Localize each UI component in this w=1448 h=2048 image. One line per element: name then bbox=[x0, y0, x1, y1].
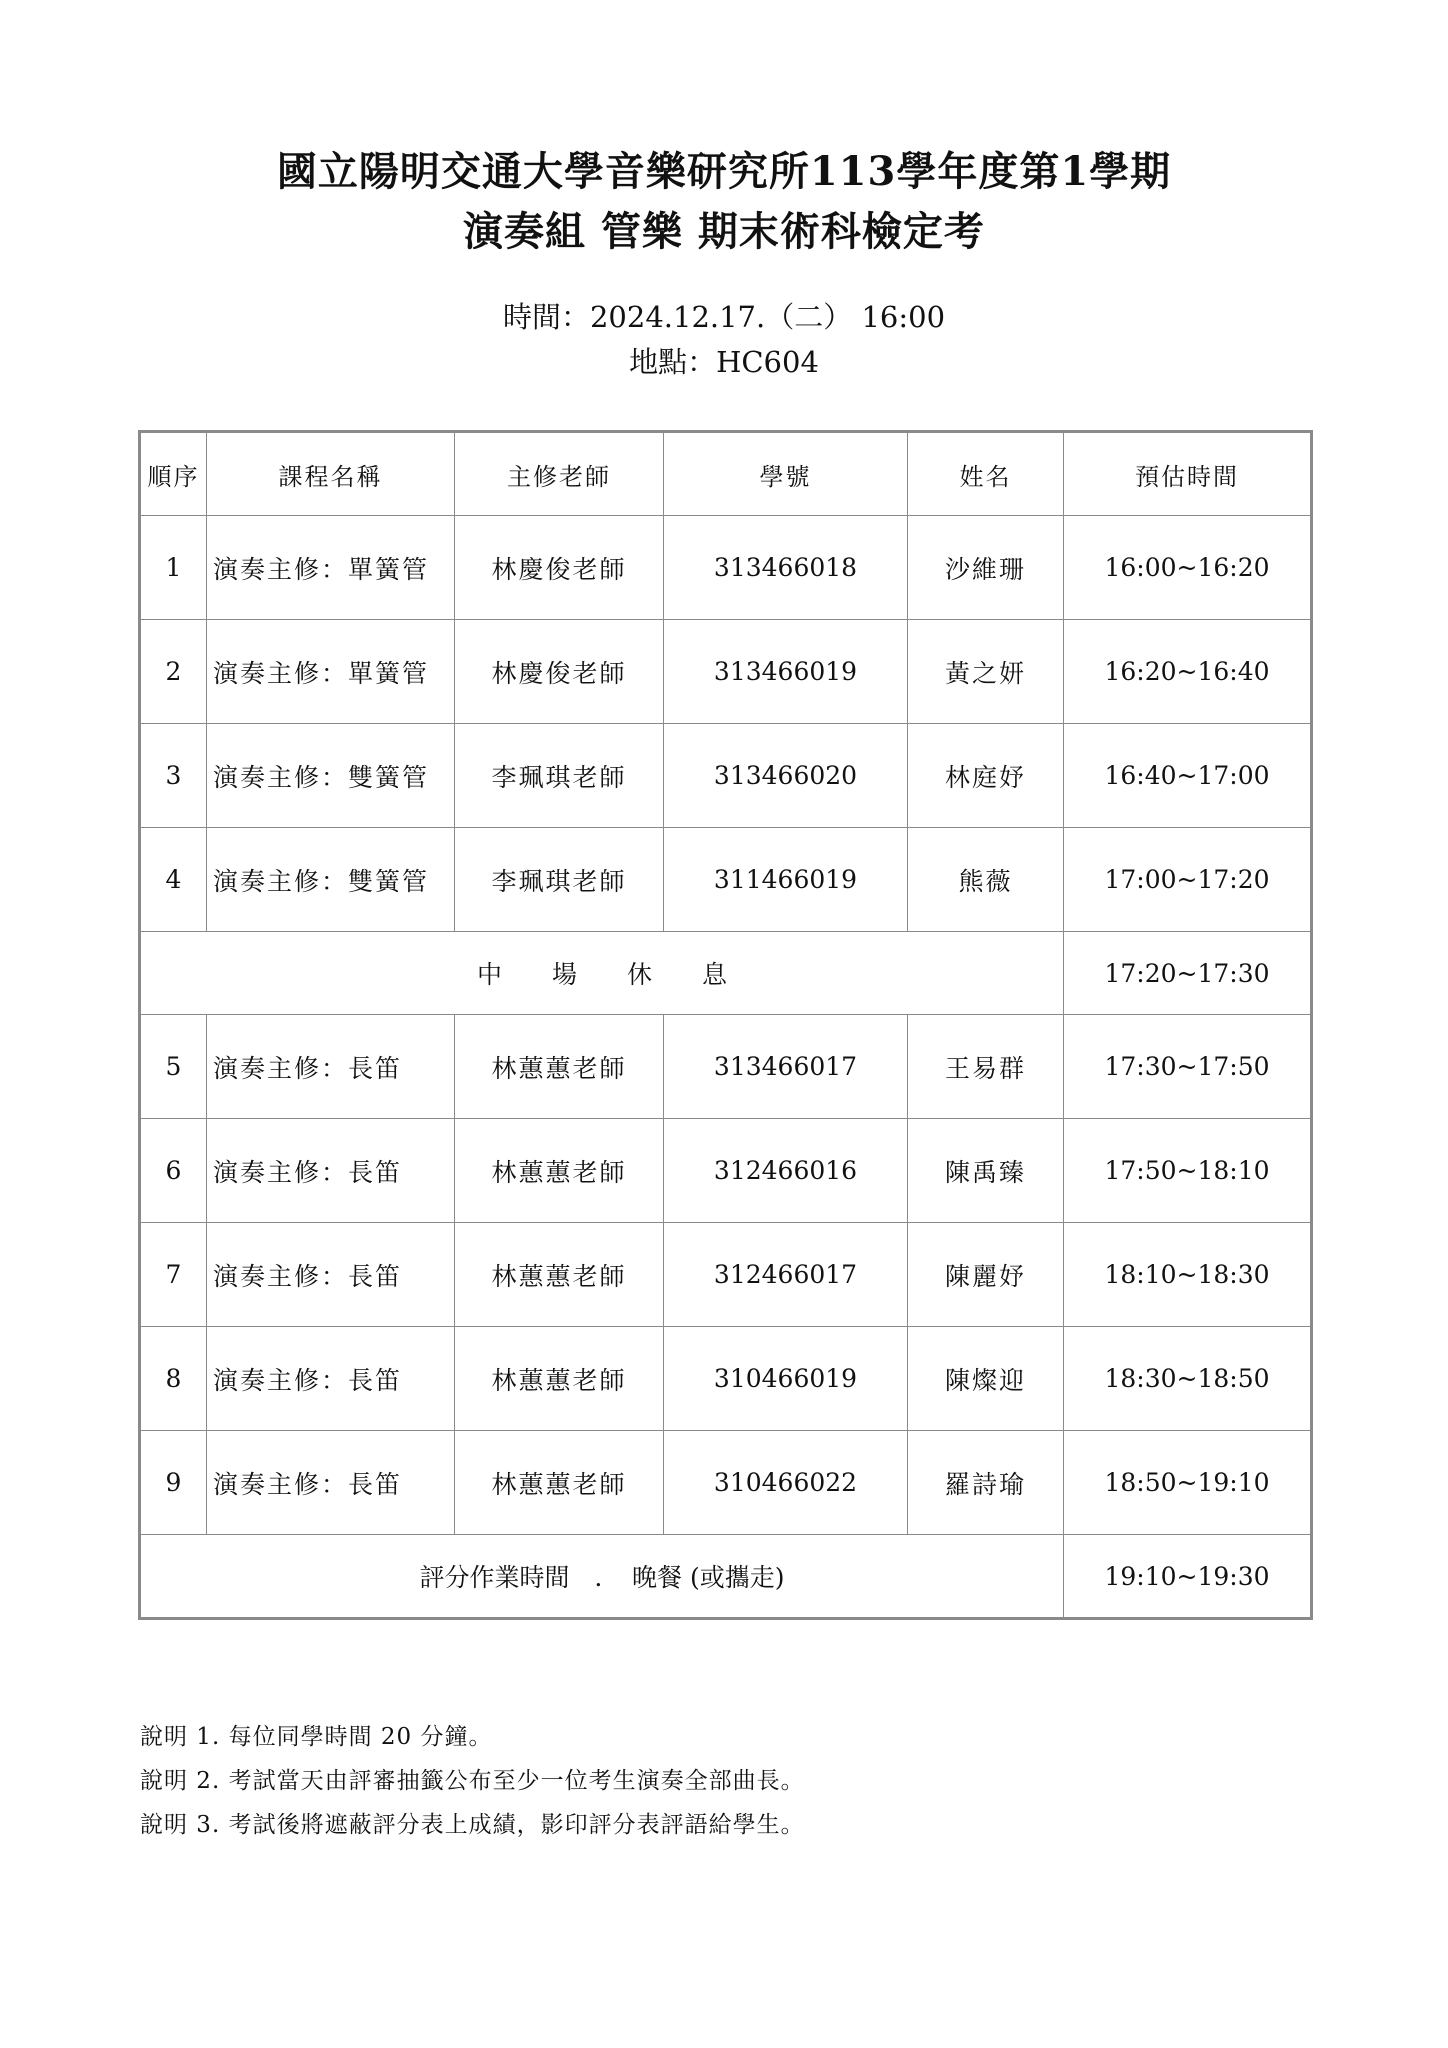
header-student-id: 學號 bbox=[664, 432, 908, 516]
page-subtitle: 演奏組 管樂 期末術科檢定考 bbox=[463, 208, 985, 255]
cell-time: 18:30~18:50 bbox=[1064, 1327, 1312, 1431]
cell-order: 2 bbox=[140, 620, 207, 724]
cell-teacher: 林蕙蕙老師 bbox=[455, 1431, 664, 1535]
cell-name: 陳燦迎 bbox=[908, 1327, 1064, 1431]
page-title: 國立陽明交通大學音樂研究所113學年度第1學期 bbox=[276, 148, 1172, 195]
header-order: 順序 bbox=[140, 432, 207, 516]
cell-time: 18:50~19:10 bbox=[1064, 1431, 1312, 1535]
cell-name: 王易群 bbox=[908, 1015, 1064, 1119]
cell-teacher: 李珮琪老師 bbox=[455, 828, 664, 932]
break-row bbox=[140, 1535, 1312, 1619]
cell-course: 演奏主修：單簧管 bbox=[207, 620, 455, 724]
break-row bbox=[140, 932, 1312, 1015]
cell-course: 演奏主修：雙簧管 bbox=[207, 724, 455, 828]
cell-name: 陳禹臻 bbox=[908, 1119, 1064, 1223]
table-row bbox=[140, 516, 1312, 620]
table-header-row bbox=[140, 432, 1312, 516]
cell-time: 17:30~17:50 bbox=[1064, 1015, 1312, 1119]
cell-time: 16:20~16:40 bbox=[1064, 620, 1312, 724]
break-label: 評分作業時間 ． 晚餐 (或攜走) bbox=[140, 1535, 1064, 1619]
cell-time: 18:10~18:30 bbox=[1064, 1223, 1312, 1327]
cell-time: 17:00~17:20 bbox=[1064, 828, 1312, 932]
cell-order: 7 bbox=[140, 1223, 207, 1327]
header-estimated-time: 預估時間 bbox=[1064, 432, 1312, 516]
cell-order: 3 bbox=[140, 724, 207, 828]
cell-teacher: 李珮琪老師 bbox=[455, 724, 664, 828]
header-name: 姓名 bbox=[908, 432, 1064, 516]
break-time: 19:10~19:30 bbox=[1064, 1535, 1312, 1619]
cell-name: 林庭妤 bbox=[908, 724, 1064, 828]
table-row bbox=[140, 1015, 1312, 1119]
cell-teacher: 林蕙蕙老師 bbox=[455, 1015, 664, 1119]
note-2: 說明 2. 考試當天由評審抽籤公布至少一位考生演奏全部曲長。 bbox=[140, 1768, 805, 1794]
table-row bbox=[140, 1327, 1312, 1431]
cell-course: 演奏主修：長笛 bbox=[207, 1327, 455, 1431]
header-course: 課程名稱 bbox=[207, 432, 455, 516]
cell-name: 陳麗妤 bbox=[908, 1223, 1064, 1327]
exam-time: 時間：2024.12.17.（二） 16:00 bbox=[502, 300, 946, 334]
cell-time: 16:00~16:20 bbox=[1064, 516, 1312, 620]
cell-name: 黃之妍 bbox=[908, 620, 1064, 724]
cell-order: 1 bbox=[140, 516, 207, 620]
cell-student-id: 313466020 bbox=[664, 724, 908, 828]
table-row bbox=[140, 1431, 1312, 1535]
cell-student-id: 310466019 bbox=[664, 1327, 908, 1431]
table-row bbox=[140, 724, 1312, 828]
cell-order: 4 bbox=[140, 828, 207, 932]
cell-order: 6 bbox=[140, 1119, 207, 1223]
note-3: 說明 3. 考試後將遮蔽評分表上成績，影印評分表評語給學生。 bbox=[140, 1812, 805, 1838]
cell-order: 9 bbox=[140, 1431, 207, 1535]
table-row bbox=[140, 1223, 1312, 1327]
cell-student-id: 313466019 bbox=[664, 620, 908, 724]
cell-order: 5 bbox=[140, 1015, 207, 1119]
cell-student-id: 310466022 bbox=[664, 1431, 908, 1535]
table-row bbox=[140, 620, 1312, 724]
cell-student-id: 312466017 bbox=[664, 1223, 908, 1327]
cell-course: 演奏主修：單簧管 bbox=[207, 516, 455, 620]
cell-teacher: 林蕙蕙老師 bbox=[455, 1223, 664, 1327]
schedule-table bbox=[138, 430, 1313, 1620]
cell-student-id: 313466018 bbox=[664, 516, 908, 620]
cell-course: 演奏主修：雙簧管 bbox=[207, 828, 455, 932]
cell-teacher: 林蕙蕙老師 bbox=[455, 1119, 664, 1223]
cell-name: 羅詩瑜 bbox=[908, 1431, 1064, 1535]
exam-location: 地點：HC604 bbox=[629, 345, 819, 379]
cell-student-id: 311466019 bbox=[664, 828, 908, 932]
table-row bbox=[140, 1119, 1312, 1223]
cell-teacher: 林蕙蕙老師 bbox=[455, 1327, 664, 1431]
cell-name: 沙維珊 bbox=[908, 516, 1064, 620]
note-1: 說明 1. 每位同學時間 20 分鐘。 bbox=[140, 1724, 493, 1750]
break-time: 17:20~17:30 bbox=[1064, 932, 1312, 1015]
cell-teacher: 林慶俊老師 bbox=[455, 620, 664, 724]
table-row bbox=[140, 828, 1312, 932]
cell-course: 演奏主修：長笛 bbox=[207, 1431, 455, 1535]
cell-student-id: 313466017 bbox=[664, 1015, 908, 1119]
cell-course: 演奏主修：長笛 bbox=[207, 1119, 455, 1223]
header-teacher: 主修老師 bbox=[455, 432, 664, 516]
break-label: 中 場 休 息 bbox=[140, 932, 1064, 1015]
notes bbox=[140, 1718, 805, 1850]
cell-course: 演奏主修：長笛 bbox=[207, 1015, 455, 1119]
cell-teacher: 林慶俊老師 bbox=[455, 516, 664, 620]
cell-time: 17:50~18:10 bbox=[1064, 1119, 1312, 1223]
cell-name: 熊薇 bbox=[908, 828, 1064, 932]
cell-course: 演奏主修：長笛 bbox=[207, 1223, 455, 1327]
cell-time: 16:40~17:00 bbox=[1064, 724, 1312, 828]
cell-student-id: 312466016 bbox=[664, 1119, 908, 1223]
cell-order: 8 bbox=[140, 1327, 207, 1431]
